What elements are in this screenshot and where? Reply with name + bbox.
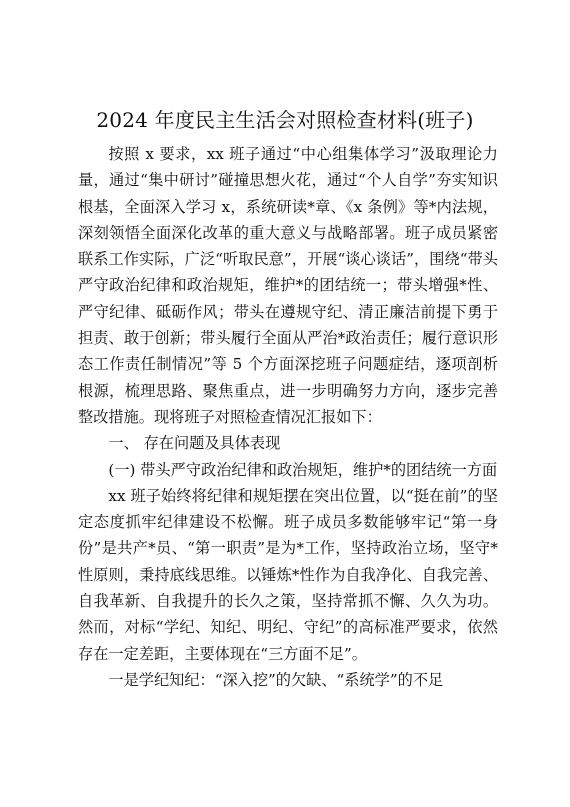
document-title: 2024 年度民主生活会对照检查材料(班子) [96,108,474,132]
subsection-heading: (一) 带头严守政治纪律和政治规矩，维护*的团结统一方面 [108,460,498,479]
intro-paragraph: 按照 x 要求，xx 班子通过“中心组集体学习”汲取理论力量，通过“集中研讨”碰撞思想火花，通过“个人自学”夯实知识根基，全面深入学习 x，系统研读*章、《x 条例》等*内法规，深刻领悟全面深化改革的重大意义与战略部署。班子成员紧密联系工作实际，广泛“听取民意”，开展“谈心谈话”，围绕“带头严守政治纪律和政治规矩，维护*的团结统一；带头增强*性、严守纪律、砥砺作风；带头在遵规守纪、清正廉洁前提下勇于担责、敢于创新；带头履行全面从严治*政治责任；履行意识形态工作责任制情况”等 5 个方面深挖班子问题症结，逐项剖析根源，梳理思路、聚焦重点，进一步明确努力方向，逐步完善整改措施。现将班子对照检查情况汇报如下： [78,145,498,426]
section-heading: 一、 存在问题及具体表现 [108,434,281,453]
subsection-paragraph: xx 班子始终将纪律和规矩摆在突出位置，以“挺在前”的坚定态度抓牢纪律建设不松懈。班子成员多数能够牢记“第一身份”是共产*员、“第一职责”是为*工作，坚持政治立场，坚守*性原则，秉持底线思维。以锤炼*性作为自我净化、自我完善、自我革新、自我提升的长久之策，坚持常抓不懈、久久为功。然而，对标“学纪、知纪、明纪、守纪”的高标准严要求，依然存在一定差距，主要体现在“三方面不足”。 [78,486,498,663]
point-heading: 一是学纪知纪：“深入挖”的欠缺、“系统学”的不足 [108,670,444,689]
document-body [78,141,498,693]
